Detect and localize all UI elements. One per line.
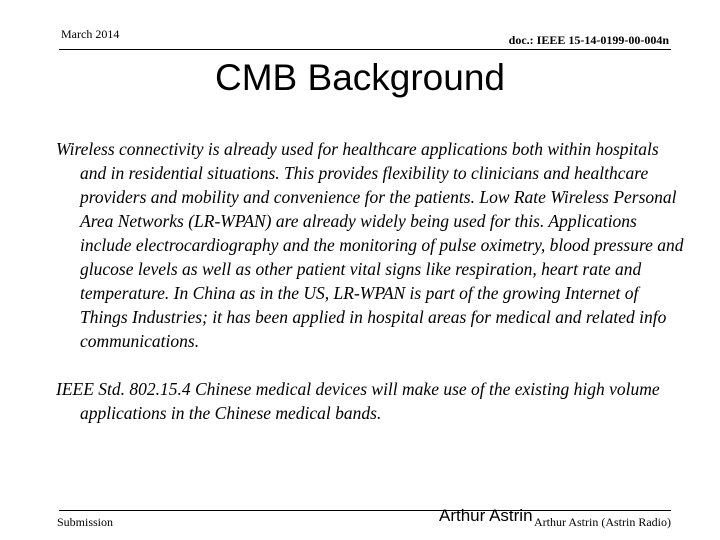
footer-author-affiliation: Arthur Astrin (Astrin Radio) [534, 515, 671, 529]
footer-submission: Submission [57, 515, 114, 529]
footer-divider [59, 510, 671, 511]
header-document-id: doc.: IEEE 15-14-0199-00-004n [508, 33, 669, 47]
body-paragraph-1: Wireless connectivity is already used for healthcare applications both within hospitals and in residential situations. This provides flexibility to clinicians and healthcare providers and mobility and convenience for the patients. Low Rate Wireless Personal Area Networks (LR-WPAN) are already widely being used for this. Applications include electrocardiography and the monitoring of pulse oximetry, blood pressure and glucose levels as well as other patient vital signs like respiration, heart rate and temperature. In China as in the US, LR-WPAN is part of the growing Internet of Things Industries; it has been applied in hospital areas for medical and related info communications. [56, 139, 684, 351]
footer-author: Arthur Astrin [439, 506, 533, 525]
slide-title: CMB Background [215, 57, 505, 98]
header-date: March 2014 [61, 27, 120, 41]
header-divider [59, 49, 671, 50]
slide-body [56, 137, 686, 425]
body-paragraph-2: IEEE Std. 802.15.4 Chinese medical devices will make use of the existing high volume applications in the Chinese medical bands. [56, 379, 660, 423]
